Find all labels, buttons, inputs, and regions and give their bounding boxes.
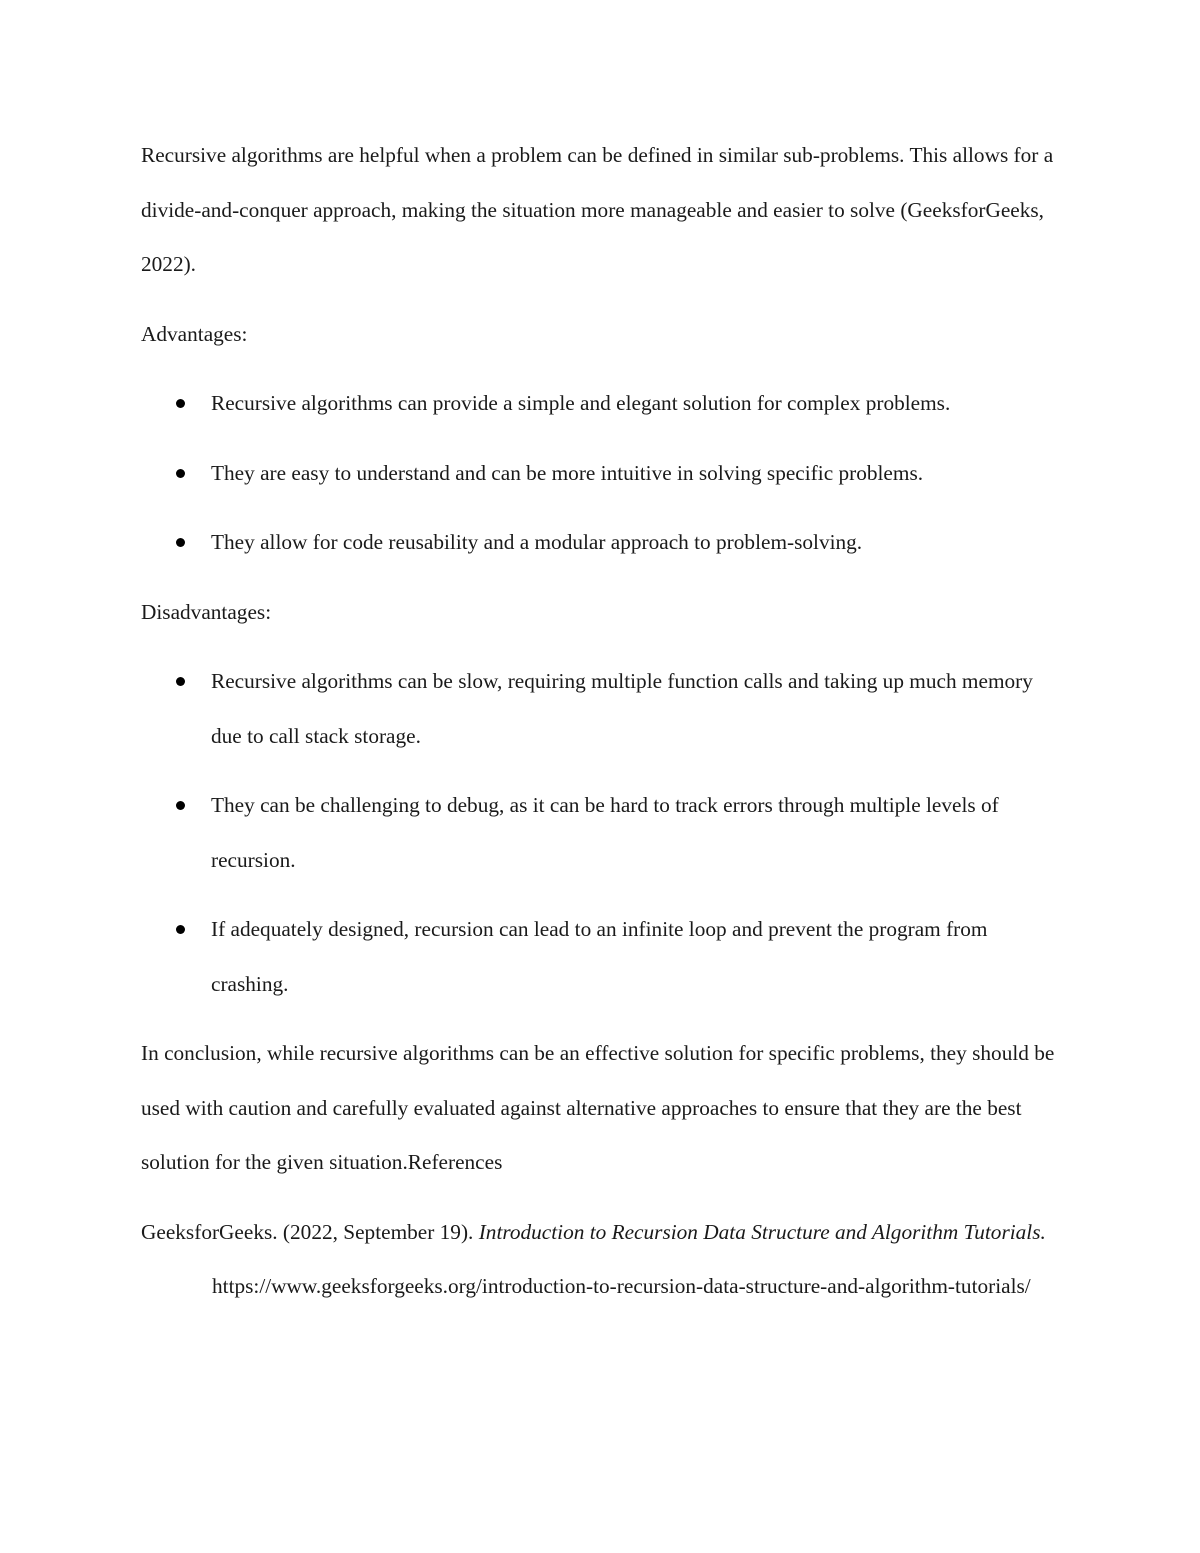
bullet-icon	[176, 469, 185, 478]
list-item-text: Recursive algorithms can be slow, requiring multiple function calls and taking up much memory due to call stack storage.	[211, 669, 1033, 748]
list-item	[141, 778, 1061, 887]
conclusion-text: In conclusion, while recursive algorithms can be an effective solution for specific problems, they should be used with caution and carefully evaluated against alternative approaches to ensure that they are the best solution for the given situation.	[141, 1041, 1055, 1174]
bullet-icon	[176, 677, 185, 686]
advantages-heading: Advantages:	[141, 321, 248, 346]
bullet-icon	[176, 399, 185, 408]
list-item	[141, 654, 1061, 763]
conclusion-paragraph	[141, 1026, 1061, 1190]
reference-entry	[141, 1205, 1061, 1314]
list-item-text: Recursive algorithms can provide a simple and elegant solution for complex problems.	[211, 391, 951, 415]
disadvantages-heading: Disadvantages:	[141, 599, 272, 624]
advantages-list	[141, 376, 1061, 570]
list-item	[141, 376, 1061, 431]
list-item	[141, 446, 1061, 501]
list-item	[141, 515, 1061, 570]
list-item-text: They can be challenging to debug, as it can be hard to track errors through multiple levels of recursion.	[211, 793, 999, 872]
intro-paragraph: Recursive algorithms are helpful when a problem can be defined in similar sub-problems. This allows for a divide-and-conquer approach, making the situation more manageable and easier to solve (GeeksforGeeks, 2022).	[141, 143, 1054, 276]
reference-title: Introduction to Recursion Data Structure and Algorithm Tutorials.	[478, 1219, 1046, 1244]
references-heading: References	[407, 1150, 503, 1174]
bullet-icon	[176, 538, 185, 547]
reference-author-date: GeeksforGeeks. (2022, September 19).	[141, 1219, 479, 1244]
list-item-text: They allow for code reusability and a modular approach to problem-solving.	[211, 530, 863, 554]
bullet-icon	[176, 925, 185, 934]
list-item-text: If adequately designed, recursion can lead to an infinite loop and prevent the program from crashing.	[211, 917, 988, 996]
document-page	[141, 128, 1061, 1314]
reference-url[interactable]: https://www.geeksforgeeks.org/introduction-to-recursion-data-structure-and-algorithm-tutorials/	[212, 1274, 1031, 1298]
list-item	[141, 902, 1061, 1011]
bullet-icon	[176, 801, 185, 810]
disadvantages-list	[141, 654, 1061, 1011]
list-item-text: They are easy to understand and can be more intuitive in solving specific problems.	[211, 460, 924, 485]
